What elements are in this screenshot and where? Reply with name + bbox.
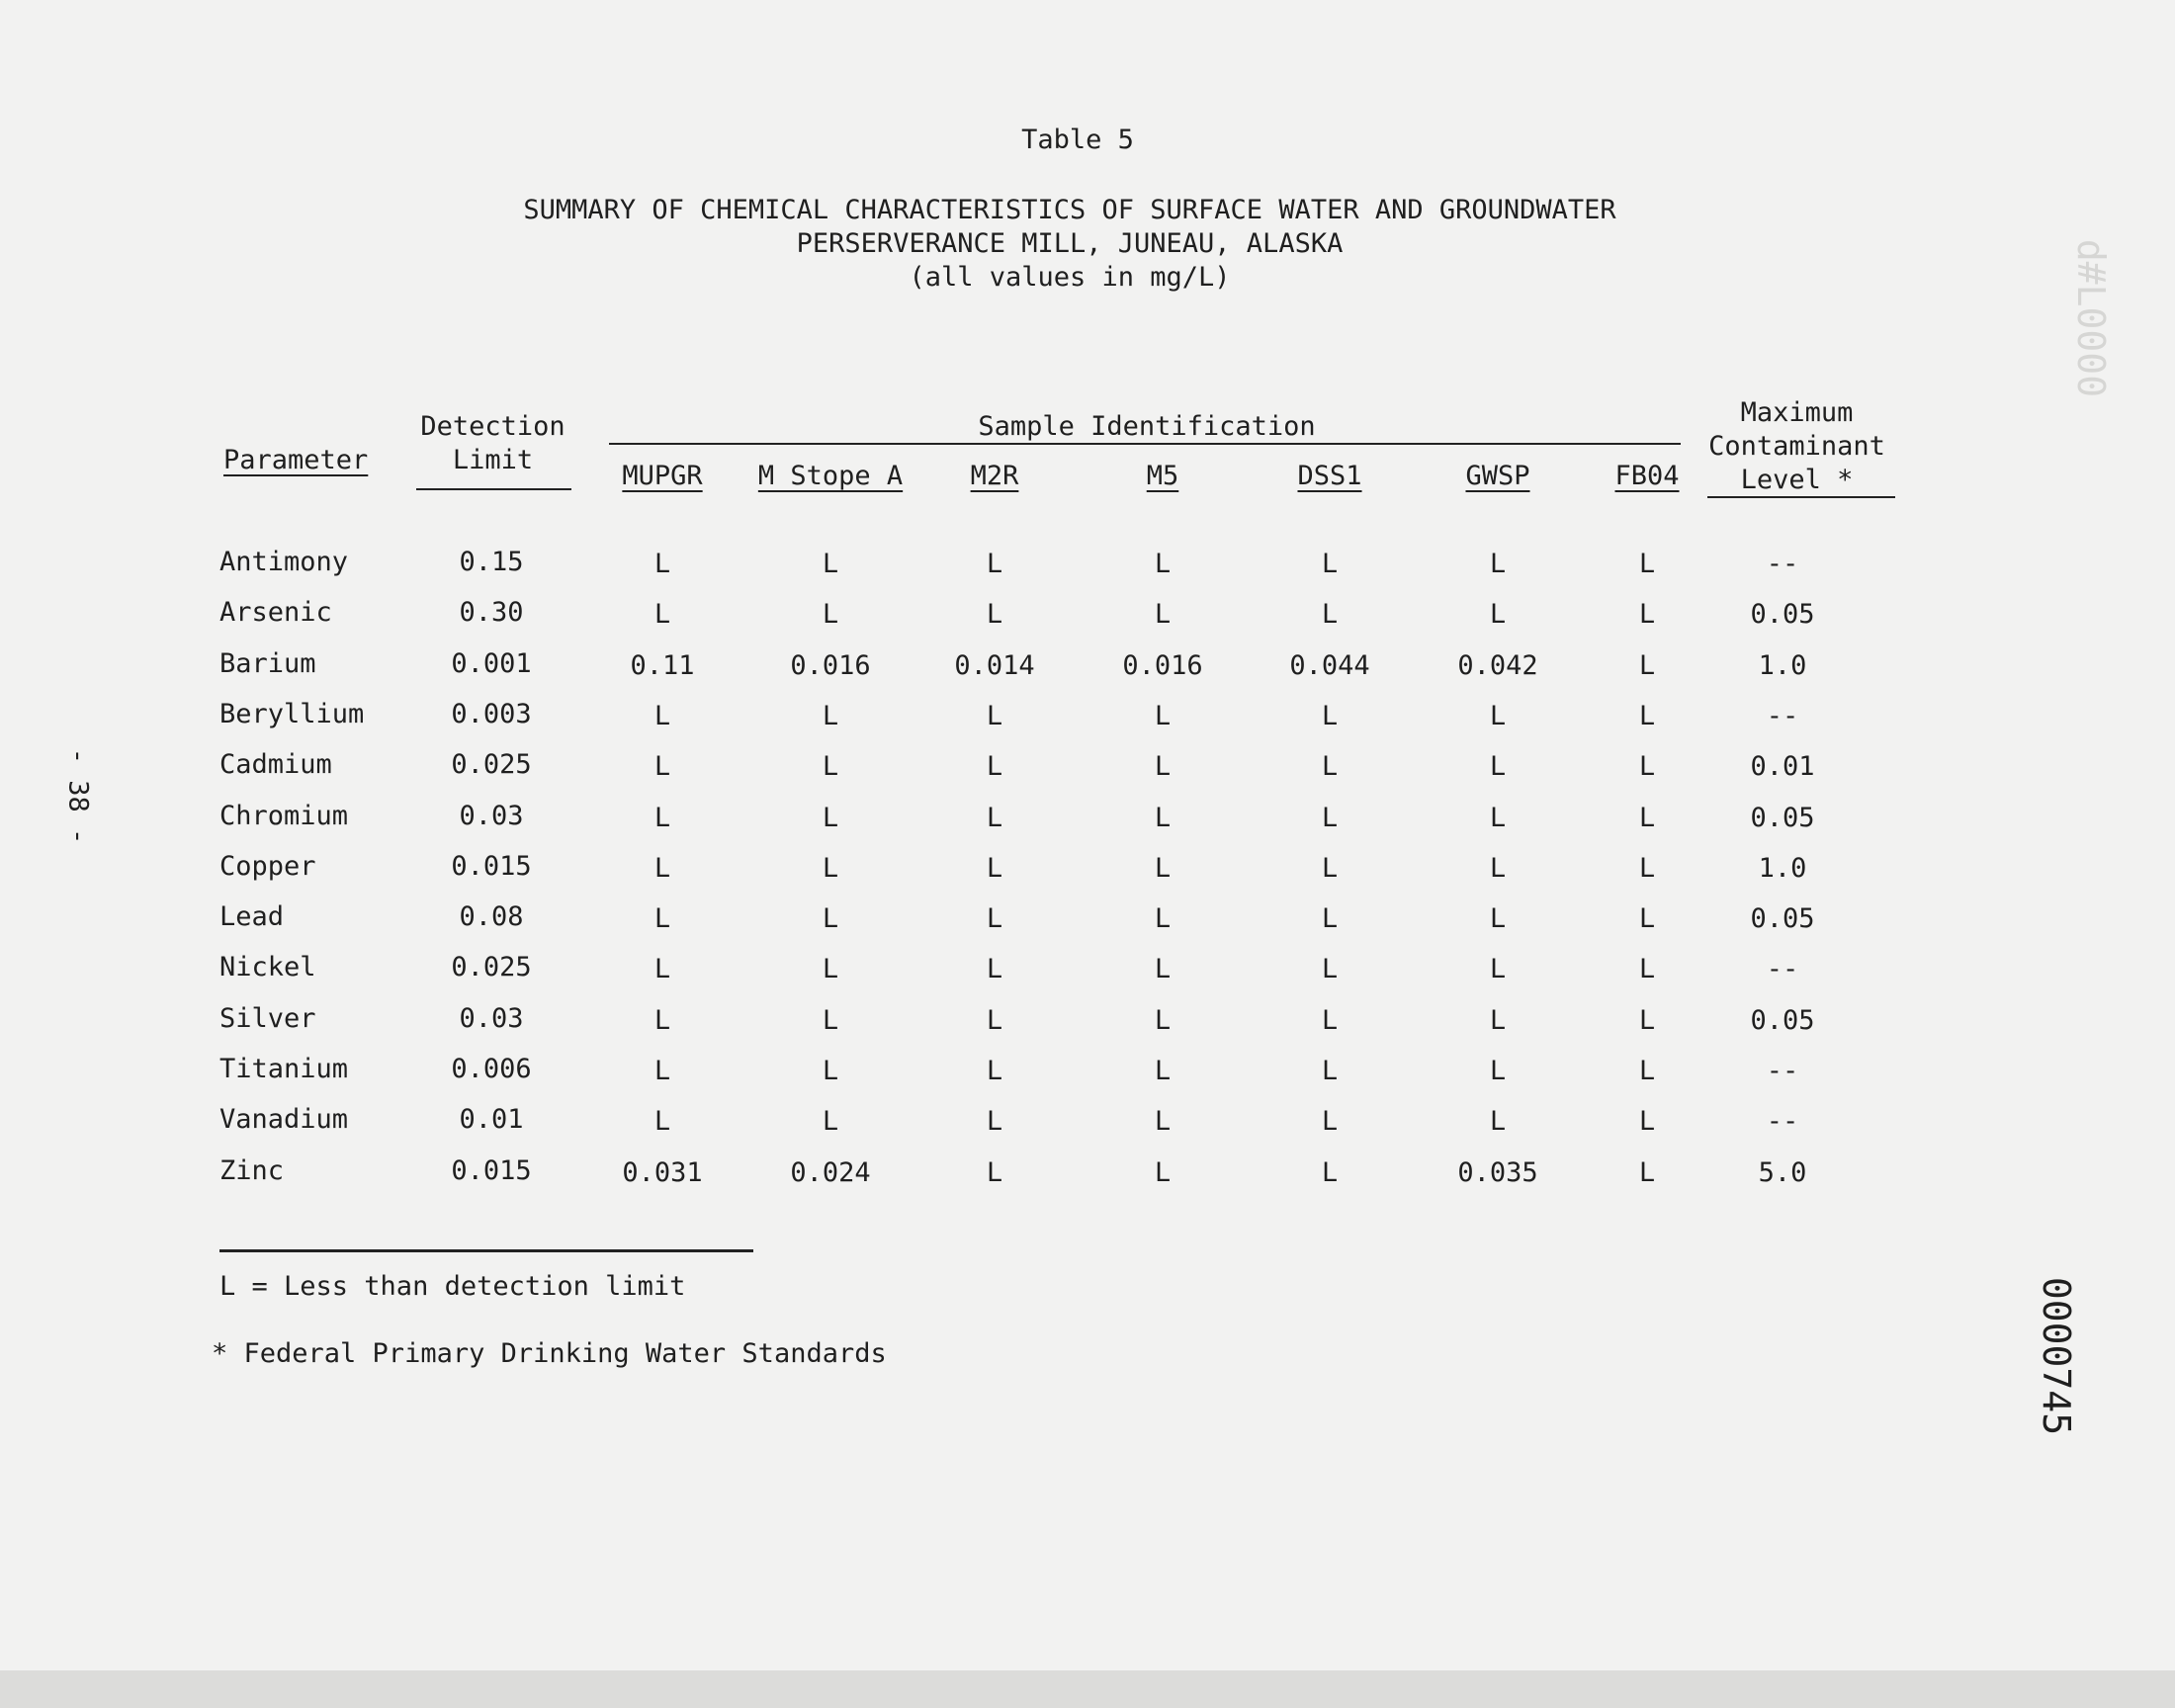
sample-value-cell: L — [1489, 852, 1507, 884]
sample-header-5: GWSP — [1465, 461, 1530, 491]
bates-stamp: 0000745 — [2035, 1276, 2079, 1436]
title-line-2: PERSERVERANCE MILL, JUNEAU, ALASKA — [796, 228, 1344, 259]
sample-value-cell: L — [1638, 954, 1656, 985]
sample-value-cell: L — [653, 903, 671, 935]
sample-value-cell: L — [986, 852, 1003, 884]
sample-value-cell: L — [653, 852, 671, 884]
sample-header-1: M Stope A — [757, 461, 904, 491]
parameter-cell: Copper — [219, 850, 316, 882]
mcl-cell: 0.01 — [1750, 751, 1815, 783]
sample-value-cell: L — [986, 751, 1003, 783]
detection-limit-cell: 0.003 — [451, 698, 532, 729]
sample-value-cell: L — [1638, 802, 1656, 833]
mcl-cell: -- — [1766, 549, 1799, 579]
parameter-cell: Antimony — [219, 547, 349, 577]
mcl-cell: 1.0 — [1758, 852, 1807, 884]
sample-value-cell: L — [822, 599, 839, 631]
sample-value-cell: L — [1321, 1056, 1339, 1086]
sample-value-cell: L — [822, 852, 839, 884]
sample-value-cell: L — [653, 751, 671, 783]
sample-value-cell: L — [986, 1056, 1003, 1086]
parameter-cell: Cadmium — [219, 749, 332, 781]
detection-header-top: Detection — [420, 411, 566, 442]
sample-value-cell: L — [653, 549, 671, 579]
sample-value-cell: L — [986, 599, 1003, 631]
mcl-header-line3: Level * — [1740, 465, 1854, 495]
detection-limit-cell: 0.025 — [451, 952, 532, 983]
sample-value-cell: L — [986, 1106, 1003, 1138]
sample-identification-rule — [609, 443, 1681, 445]
sample-value-cell: L — [986, 954, 1003, 985]
sample-value-cell: L — [1321, 954, 1339, 985]
sample-value-cell: L — [1321, 802, 1339, 833]
sample-value-cell: L — [986, 1004, 1003, 1036]
sample-value-cell: L — [1321, 751, 1339, 783]
mcl-cell: -- — [1766, 700, 1799, 731]
sample-value-cell: 0.031 — [622, 1156, 703, 1188]
sample-value-cell: L — [1154, 1156, 1172, 1188]
sample-value-cell: L — [1154, 700, 1172, 731]
sample-value-cell: L — [1638, 1056, 1656, 1086]
sample-value-cell: L — [822, 751, 839, 783]
table-label: Table 5 — [1021, 125, 1134, 155]
detection-limit-cell: 0.15 — [459, 547, 524, 577]
sample-value-cell: L — [1489, 751, 1507, 783]
sample-value-cell: 0.042 — [1457, 649, 1538, 681]
sample-value-cell: L — [1321, 852, 1339, 884]
sample-value-cell: L — [1489, 802, 1507, 833]
parameter-cell: Barium — [219, 647, 316, 679]
sample-value-cell: L — [1489, 700, 1507, 731]
sample-value-cell: L — [1638, 1106, 1656, 1138]
sample-value-cell: L — [1638, 549, 1656, 579]
sample-value-cell: L — [1638, 852, 1656, 884]
sample-value-cell: L — [1638, 751, 1656, 783]
sample-value-cell: 0.016 — [1122, 649, 1203, 681]
sample-value-cell: L — [1154, 1106, 1172, 1138]
detection-limit-cell: 0.03 — [459, 800, 524, 831]
mcl-cell: -- — [1766, 954, 1799, 985]
sample-value-cell: L — [1154, 802, 1172, 833]
sample-value-cell: L — [986, 1156, 1003, 1188]
detection-limit-cell: 0.015 — [451, 1154, 532, 1186]
detection-limit-cell: 0.001 — [451, 647, 532, 679]
detection-limit-cell: 0.006 — [451, 1054, 532, 1084]
sample-value-cell: L — [1321, 700, 1339, 731]
sample-value-cell: L — [1489, 1106, 1507, 1138]
sample-value-cell: L — [822, 802, 839, 833]
sample-header-4: DSS1 — [1297, 461, 1362, 491]
sample-header-6: FB04 — [1614, 461, 1680, 491]
sample-value-cell: L — [1638, 599, 1656, 631]
sample-value-cell: L — [1321, 1156, 1339, 1188]
parameter-cell: Titanium — [219, 1054, 349, 1084]
mcl-cell: 1.0 — [1758, 649, 1807, 681]
sample-value-cell: L — [1321, 903, 1339, 935]
sample-value-cell: L — [822, 954, 839, 985]
sample-value-cell: L — [1638, 1156, 1656, 1188]
sample-value-cell: 0.014 — [954, 649, 1035, 681]
parameter-cell: Zinc — [219, 1154, 285, 1186]
title-line-3: (all values in mg/L) — [909, 262, 1231, 293]
sample-value-cell: L — [1489, 954, 1507, 985]
sample-value-cell: L — [653, 1106, 671, 1138]
sample-value-cell: L — [1638, 903, 1656, 935]
sample-value-cell: L — [986, 802, 1003, 833]
sample-value-cell: L — [1489, 599, 1507, 631]
sample-value-cell: L — [986, 903, 1003, 935]
footnote-rule — [219, 1249, 753, 1252]
sample-header-3: M5 — [1146, 461, 1179, 491]
title-line-1: SUMMARY OF CHEMICAL CHARACTERISTICS OF SURFACE WATER AND GROUNDWATER — [523, 195, 1616, 225]
detection-limit-cell: 0.025 — [451, 749, 532, 781]
sample-value-cell: L — [1489, 903, 1507, 935]
parameter-cell: Lead — [219, 901, 285, 933]
sample-value-cell: L — [1489, 1056, 1507, 1086]
detection-header-bottom: Limit — [452, 445, 534, 475]
parameter-header: Parameter — [223, 445, 369, 475]
sample-header-2: M2R — [970, 461, 1019, 491]
detection-limit-cell: 0.03 — [459, 1002, 524, 1034]
sample-value-cell: L — [822, 903, 839, 935]
sample-value-cell: L — [822, 549, 839, 579]
detection-limit-cell: 0.30 — [459, 597, 524, 629]
sample-value-cell: L — [1638, 700, 1656, 731]
sample-value-cell: L — [1154, 954, 1172, 985]
sample-value-cell: L — [653, 1056, 671, 1086]
parameter-cell: Nickel — [219, 952, 316, 983]
sample-value-cell: L — [1154, 1056, 1172, 1086]
sample-value-cell: L — [653, 954, 671, 985]
sample-value-cell: L — [822, 1056, 839, 1086]
mcl-cell: -- — [1766, 1106, 1799, 1138]
sample-value-cell: L — [986, 549, 1003, 579]
mcl-header-line1: Maximum — [1740, 397, 1854, 428]
sample-value-cell: L — [822, 1004, 839, 1036]
detection-limit-cell: 0.08 — [459, 901, 524, 933]
parameter-cell: Beryllium — [219, 698, 365, 729]
page-number: - 38 - — [62, 747, 94, 845]
sample-value-cell: L — [653, 802, 671, 833]
sample-value-cell: L — [1638, 1004, 1656, 1036]
mcl-cell: 0.05 — [1750, 903, 1815, 935]
parameter-cell: Arsenic — [219, 597, 332, 629]
sample-value-cell: 0.016 — [790, 649, 871, 681]
footnote-l: L = Less than detection limit — [219, 1271, 686, 1302]
sample-value-cell: L — [1638, 649, 1656, 681]
sample-identification-header: Sample Identification — [978, 411, 1316, 442]
sample-value-cell: L — [822, 1106, 839, 1138]
bleed-through-stamp: d#L0000 — [2069, 238, 2114, 398]
sample-value-cell: L — [986, 700, 1003, 731]
sample-header-0: MUPGR — [622, 461, 703, 491]
sample-value-cell: L — [1154, 549, 1172, 579]
mcl-cell: 5.0 — [1758, 1156, 1807, 1188]
sample-value-cell: L — [653, 700, 671, 731]
mcl-header-underline — [1707, 496, 1895, 498]
sample-value-cell: L — [653, 599, 671, 631]
table-title — [0, 194, 2157, 295]
sample-value-cell: L — [1154, 903, 1172, 935]
footnote-star: * Federal Primary Drinking Water Standards — [212, 1338, 887, 1369]
scan-edge — [0, 1670, 2175, 1708]
sample-value-cell: L — [1154, 599, 1172, 631]
sample-value-cell: L — [1489, 1004, 1507, 1036]
sample-value-cell: L — [822, 700, 839, 731]
sample-value-cell: 0.044 — [1289, 649, 1370, 681]
sample-value-cell: L — [1321, 1106, 1339, 1138]
mcl-cell: -- — [1766, 1056, 1799, 1086]
sample-value-cell: L — [653, 1004, 671, 1036]
sample-value-cell: 0.024 — [790, 1156, 871, 1188]
mcl-cell: 0.05 — [1750, 599, 1815, 631]
sample-value-cell: L — [1154, 852, 1172, 884]
sample-value-cell: 0.11 — [630, 649, 695, 681]
mcl-header-line2: Contaminant — [1708, 431, 1885, 462]
mcl-cell: 0.05 — [1750, 802, 1815, 833]
sample-value-cell: L — [1154, 751, 1172, 783]
mcl-cell: 0.05 — [1750, 1004, 1815, 1036]
sample-value-cell: L — [1154, 1004, 1172, 1036]
parameter-cell: Silver — [219, 1002, 316, 1034]
sample-value-cell: L — [1321, 599, 1339, 631]
detection-limit-cell: 0.01 — [459, 1104, 524, 1136]
detection-limit-cell: 0.015 — [451, 850, 532, 882]
sample-value-cell: L — [1321, 1004, 1339, 1036]
sample-value-cell: L — [1321, 549, 1339, 579]
parameter-cell: Chromium — [219, 800, 349, 831]
parameter-cell: Vanadium — [219, 1104, 349, 1136]
sample-value-cell: 0.035 — [1457, 1156, 1538, 1188]
sample-value-cell: L — [1489, 549, 1507, 579]
